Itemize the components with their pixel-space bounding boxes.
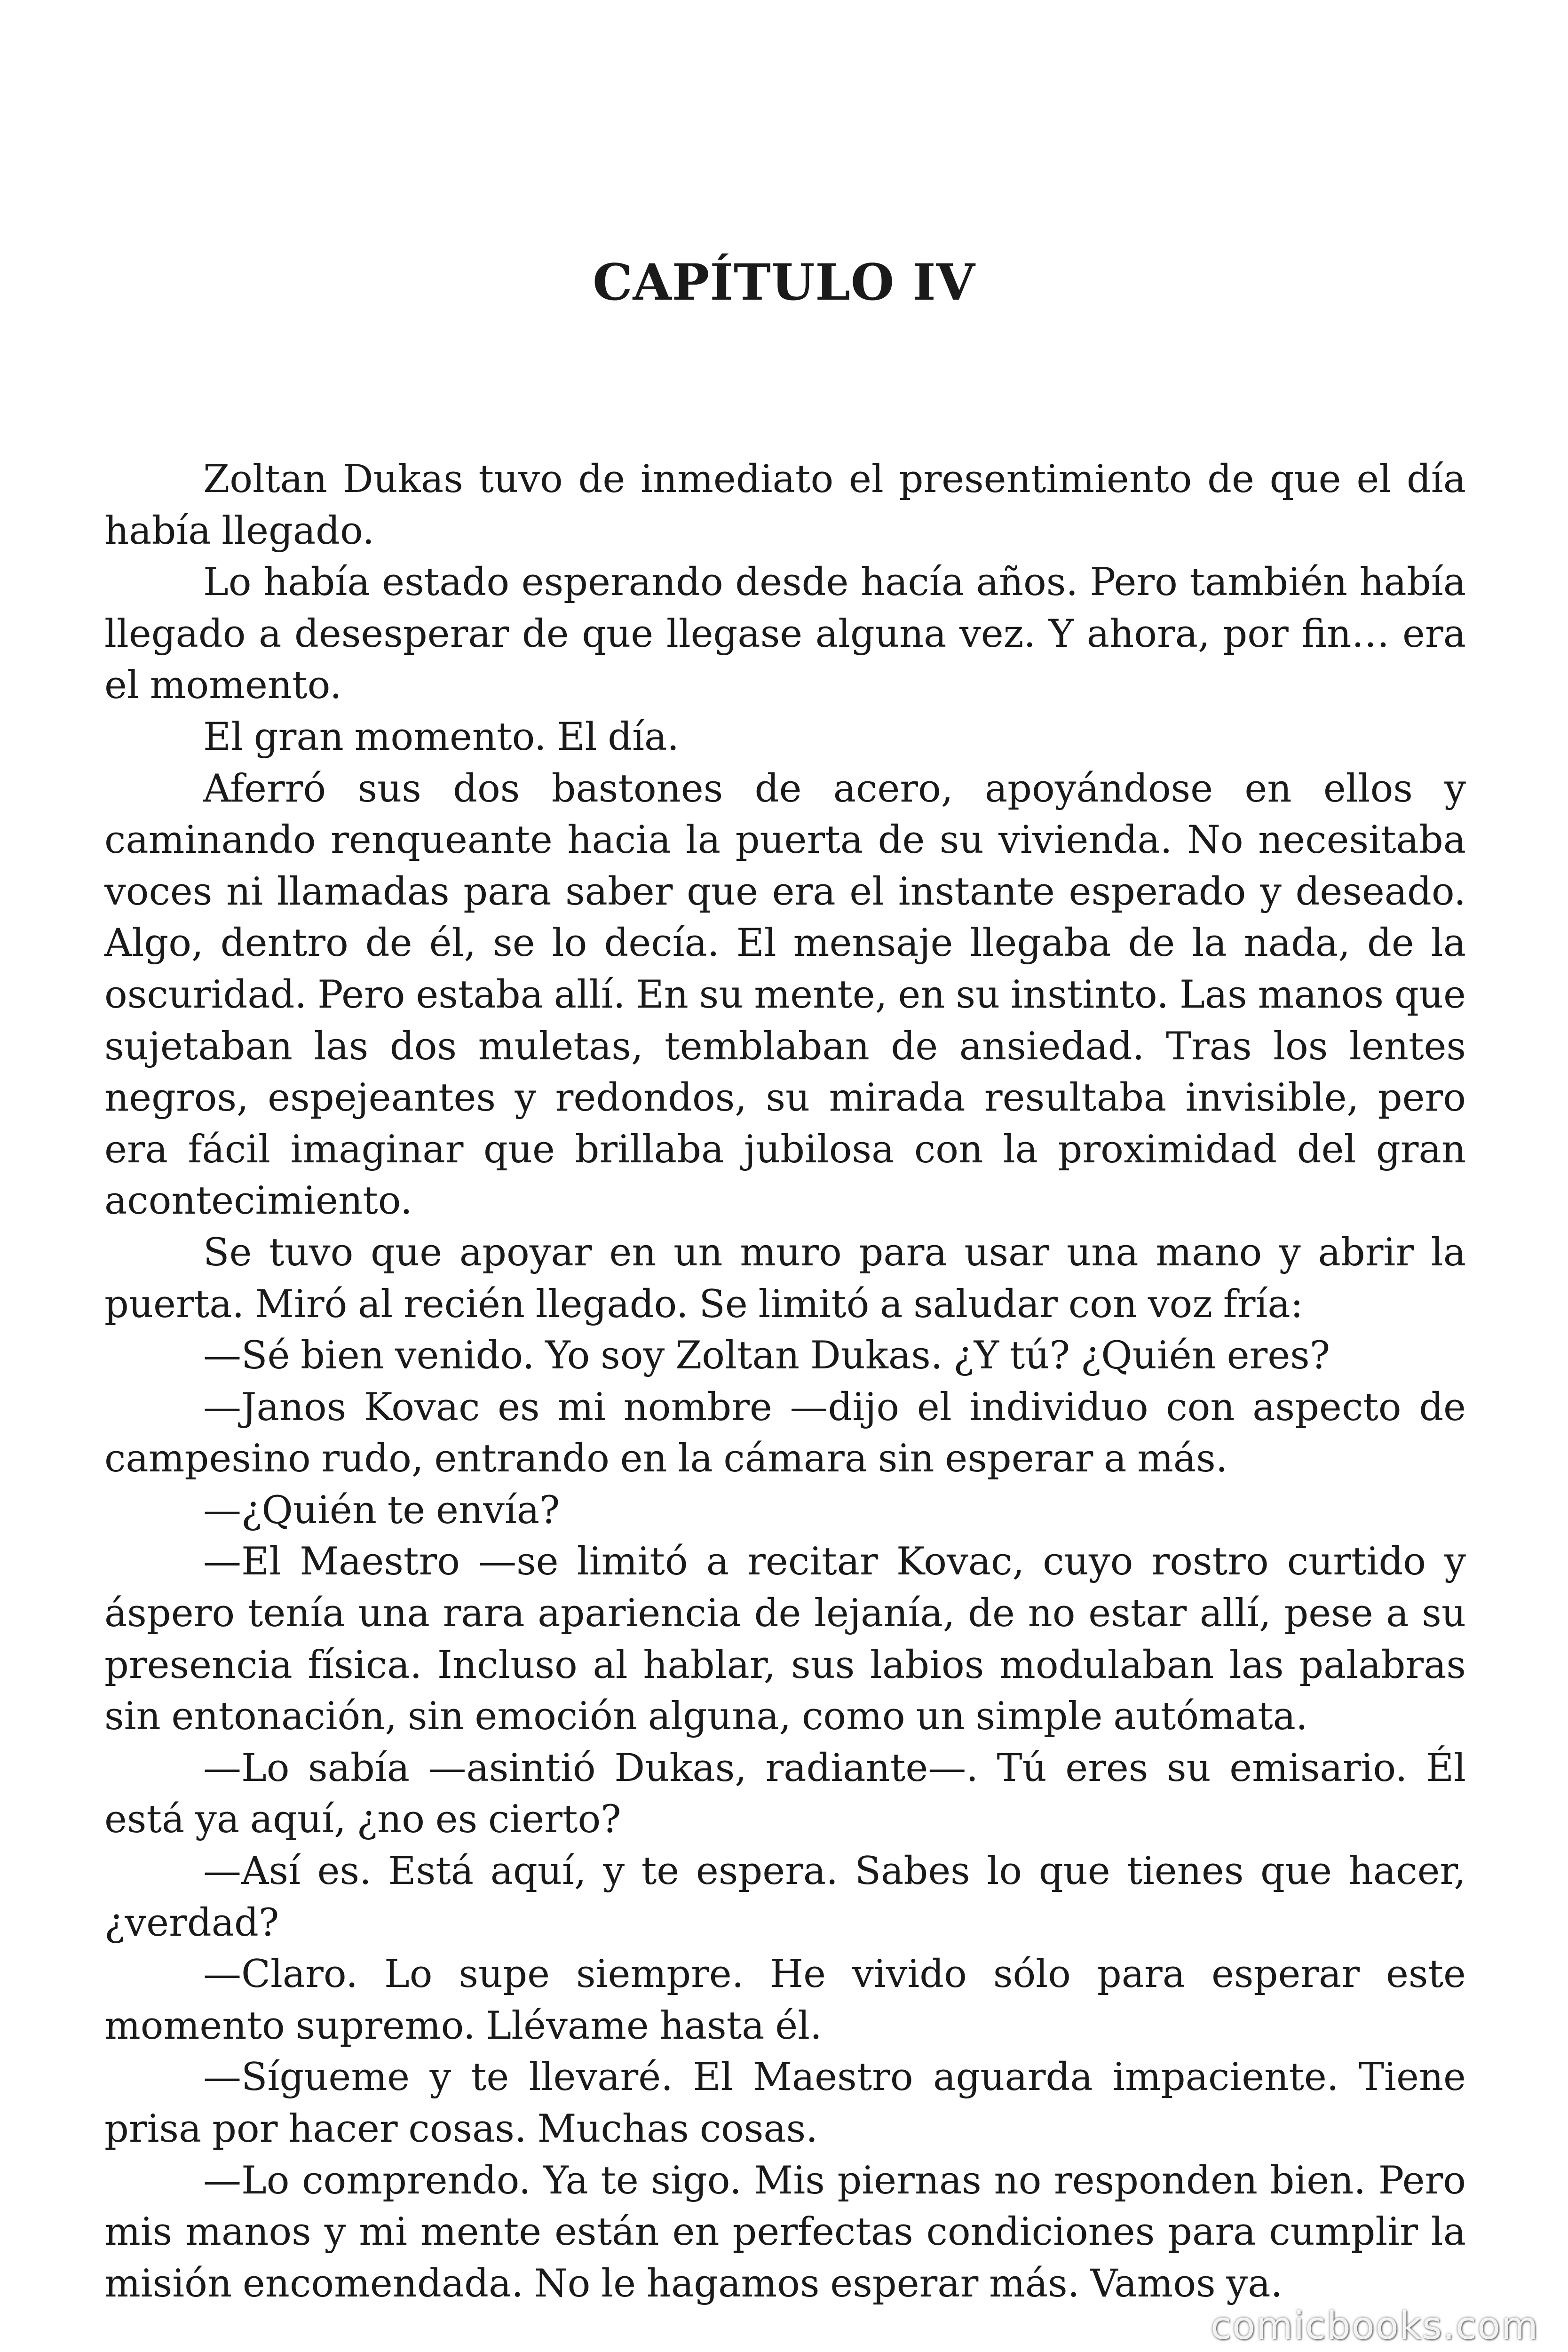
paragraph: El gran momento. El día.	[203, 715, 680, 759]
paragraph: Se tuvo que apoyar en un muro para usar una mano y abrir la puerta. Miró al recién llegado. Se limitó a saludar con voz fría:	[104, 1230, 1466, 1327]
dialogue-line: —Lo sabía —asintió Dukas, radiante—. Tú eres su emisario. Él está ya aquí, ¿no es cierto?	[104, 1746, 1466, 1842]
dialogue-line: —Claro. Lo supe siempre. He vivido sólo para esperar este momento supremo. Llévame hasta él.	[104, 1952, 1466, 2048]
dialogue-line: —Lo comprendo. Ya te sigo. Mis piernas no responden bien. Pero mis manos y mi mente están en perfectas condiciones para cumplir la misión encomendada. No le hagamos esperar más. Vamos ya.	[104, 2158, 1466, 2306]
dialogue-line: —Sé bien venido. Yo soy Zoltan Dukas. ¿Y tú? ¿Quién eres?	[203, 1334, 1330, 1378]
dialogue-line: —Así es. Está aquí, y te espera. Sabes lo que tienes que hacer, ¿verdad?	[104, 1849, 1466, 1945]
paragraph: Lo había estado esperando desde hacía años. Pero también había llegado a desesperar de que llegase alguna vez. Y ahora, por fin… era el momento.	[104, 560, 1466, 708]
paragraph: Zoltan Dukas tuvo de inmediato el presentimiento de que el día había llegado.	[104, 457, 1466, 553]
chapter-body	[104, 454, 1466, 2310]
dialogue-line: —Janos Kovac es mi nombre —dijo el individuo con aspecto de campesino rudo, entrando en la cámara sin esperar a más.	[104, 1385, 1466, 1481]
dialogue-line: —¿Quién te envía?	[203, 1488, 560, 1533]
dialogue-line: —Sígueme y te llevaré. El Maestro aguarda impaciente. Tiene prisa por hacer cosas. Muchas cosas.	[104, 2055, 1466, 2151]
dialogue-line: —El Maestro —se limitó a recitar Kovac, cuyo rostro curtido y áspero tenía una rara apariencia de lejanía, de no estar allí, pese a su presencia física. Incluso al hablar, sus labios modulaban las palabras sin entonación, sin emoción alguna, como un simple autómata.	[104, 1540, 1466, 1739]
site-watermark: comicbooks.com	[1210, 2304, 1539, 2348]
chapter-title: CAPÍTULO IV	[593, 253, 975, 311]
paragraph: Aferró sus dos bastones de acero, apoyándose en ellos y caminando renqueante hacia la puerta de su vivienda. No necesitaba voces ni llamadas para saber que era el instante esperado y deseado. Algo, dentro de él, se lo decía. El mensaje llegaba de la nada, de la oscuridad. Pero estaba allí. En su mente, en su instinto. Las manos que sujetaban las dos muletas, temblaban de ansiedad. Tras los lentes negros, espejeantes y redondos, su mirada resultaba invisible, pero era fácil imaginar que brillaba jubilosa con la proximidad del gran acontecimiento.	[104, 766, 1466, 1224]
